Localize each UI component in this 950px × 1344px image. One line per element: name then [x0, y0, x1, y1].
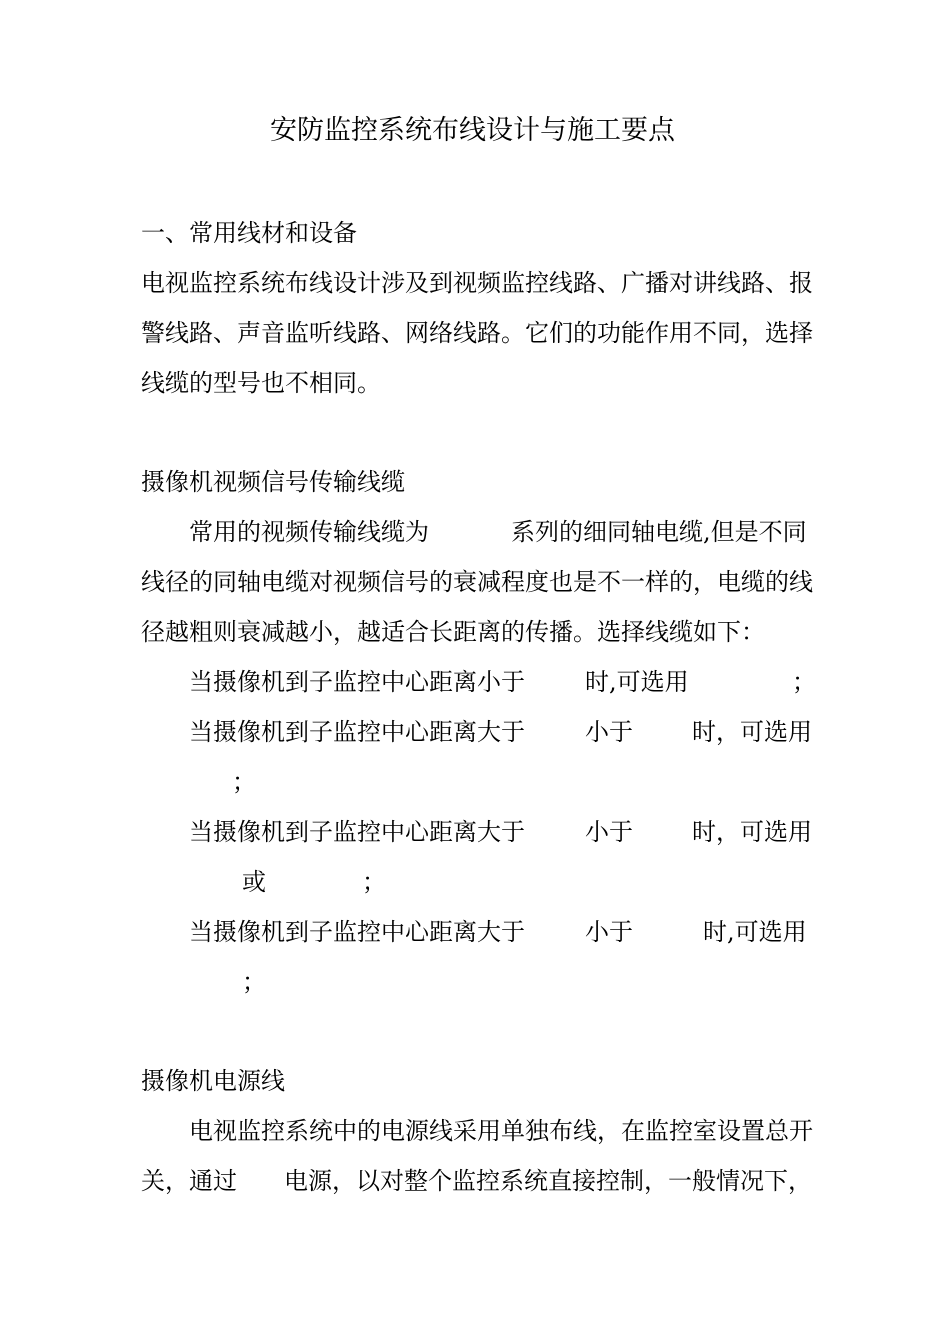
paragraph-text: 常用的视频传输线缆为	[189, 518, 429, 546]
paragraph-text: 电源，以对整个监控系统直接控制，一般情况下，	[284, 1167, 812, 1195]
page-title: 安防监控系统布线设计与施工要点	[270, 115, 675, 146]
paragraph-text: 关，通过	[141, 1167, 237, 1195]
paragraph-line: 径越粗则衰减越小，越适合长距离的传播。选择线缆如下：	[141, 618, 765, 646]
condition-text: ；	[242, 968, 266, 996]
paragraph-text: 系列的细同轴电缆,但是不同	[511, 518, 807, 546]
condition-text: 小于	[585, 718, 633, 746]
condition-text: 小于	[585, 818, 633, 846]
paragraph-line: 警线路、声音监听线路、网络线路。它们的功能作用不同，选择	[141, 319, 813, 347]
condition-text: 当摄像机到子监控中心距离小于	[189, 668, 525, 696]
paragraph-line: 线缆的型号也不相同。	[141, 369, 381, 397]
condition-text: 当摄像机到子监控中心距离大于	[189, 818, 525, 846]
paragraph-line: 电视监控系统布线设计涉及到视频监控线路、广播对讲线路、报	[141, 269, 813, 297]
condition-text: 时,可选用	[585, 668, 689, 696]
section-heading-power-cable: 摄像机电源线	[141, 1067, 285, 1095]
condition-text: 时，可选用	[692, 718, 812, 746]
paragraph-line: 线径的同轴电缆对视频信号的衰减程度也是不一样的，电缆的线	[141, 568, 813, 596]
condition-text: ；	[792, 668, 816, 696]
condition-text: 或	[242, 868, 266, 896]
condition-text: ；	[362, 868, 386, 896]
condition-text: 当摄像机到子监控中心距离大于	[189, 718, 525, 746]
section-heading-video-cable: 摄像机视频信号传输线缆	[141, 468, 405, 496]
condition-text: 时,可选用	[703, 918, 807, 946]
section-heading-materials: 一、常用线材和设备	[141, 219, 357, 247]
condition-text: 当摄像机到子监控中心距离大于	[189, 918, 525, 946]
condition-text: 小于	[585, 918, 633, 946]
condition-text: ；	[232, 768, 256, 796]
paragraph-line: 电视监控系统中的电源线采用单独布线，在监控室设置总开	[189, 1117, 813, 1145]
condition-text: 时，可选用	[692, 818, 812, 846]
